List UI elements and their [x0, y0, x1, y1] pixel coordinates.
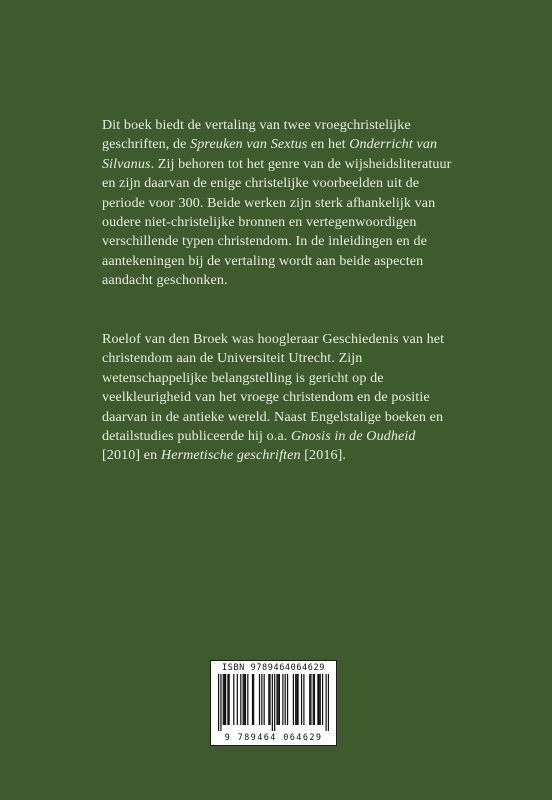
barcode-bar — [287, 674, 288, 725]
barcode-bar — [317, 674, 318, 725]
barcode-bar — [233, 674, 234, 725]
barcode-bar — [268, 674, 269, 725]
description-text-3: . Zij behoren tot het genre van de wijsheidsliteratuur en zijn daarvan de enige christelijke voorbeelden uit de periode voor 300. Beide werken zijn sterk afhankelijk van oudere niet-christelijke bronnen en vertegenwoordigen verschillende typen christendom. In de inleidingen en de aantekeningen bij de vertaling wordt aan beide aspecten aandacht geschonken. — [102, 155, 452, 289]
barcode-bar — [229, 674, 230, 725]
barcode-bar — [297, 674, 298, 725]
barcode-bars — [218, 674, 329, 731]
author-bio-paragraph — [102, 330, 452, 466]
barcode-bar — [279, 674, 280, 725]
barcode-bar — [240, 674, 241, 725]
title-spreuken-van-sextus: Spreuken van Sextus — [190, 136, 308, 153]
barcode-bar — [245, 674, 246, 725]
barcode-bar — [237, 674, 238, 725]
barcode-bar — [218, 674, 219, 731]
barcode-bar — [261, 674, 262, 725]
description-text-2: en het — [307, 136, 350, 153]
description-text-1: Dit boek biedt de vertaling van twee vroegchristelijke geschriften, de — [102, 117, 411, 153]
barcode-bar — [244, 674, 245, 725]
barcode-bar — [247, 674, 248, 725]
barcode-digits: 9 789464 064629 — [224, 733, 323, 743]
barcode-bar — [223, 674, 224, 725]
title-onderricht-van-silvanus: Onderricht van Silvanus — [102, 136, 438, 172]
barcode-bar — [253, 674, 254, 725]
barcode-bar — [272, 674, 273, 731]
barcode-bar — [318, 674, 319, 725]
barcode-bar — [320, 674, 321, 725]
barcode-bar — [224, 674, 225, 725]
barcode-bar — [322, 674, 323, 725]
barcode-bar — [274, 674, 275, 731]
barcode-bar — [269, 674, 270, 725]
barcode-bar — [301, 674, 302, 725]
barcode-bar — [285, 674, 286, 725]
barcode-bar — [278, 674, 279, 725]
isbn-label: ISBN 9789464064629 — [222, 663, 325, 673]
book-description-paragraph — [102, 116, 452, 291]
title-hermetische-geschriften: Hermetische geschriften — [160, 447, 301, 464]
barcode-bar — [282, 674, 283, 725]
barcode-bar — [296, 674, 297, 725]
barcode-bar — [295, 674, 296, 725]
barcode-bar — [220, 674, 221, 731]
bio-text-2: [2010] en — [102, 447, 161, 464]
barcode-bar — [313, 674, 314, 725]
barcode-bar — [314, 674, 315, 725]
barcode-bar — [325, 674, 326, 731]
barcode-bar — [227, 674, 228, 725]
barcode-bar — [293, 674, 294, 725]
barcode-bar — [264, 674, 265, 725]
barcode-bar — [252, 674, 253, 725]
barcode-bar — [328, 674, 329, 731]
title-gnosis-in-de-oudheid: Gnosis in de Oudheid — [291, 428, 416, 445]
barcode-bar — [310, 674, 311, 725]
barcode-bar — [309, 674, 310, 725]
bio-text-1: Roelof van den Broek was hoogleraar Geschiedenis van het christendom aan de Universiteit Utrecht. Zijn wetenschappelijke belangstelling is gericht op de veelkleurigheid van het vroege christendom en de positie daarvan in de antieke wereld. Naast Engelstalige boeken en detailstudies publiceerde hij o.a. — [102, 331, 445, 445]
barcode-bar — [243, 674, 244, 725]
bio-text-3: [2016]. — [300, 447, 347, 464]
barcode-bar — [303, 674, 304, 725]
isbn-barcode — [211, 661, 336, 745]
barcode-bar — [276, 674, 277, 725]
barcode-bar — [225, 674, 226, 725]
barcode-bar — [259, 674, 260, 725]
